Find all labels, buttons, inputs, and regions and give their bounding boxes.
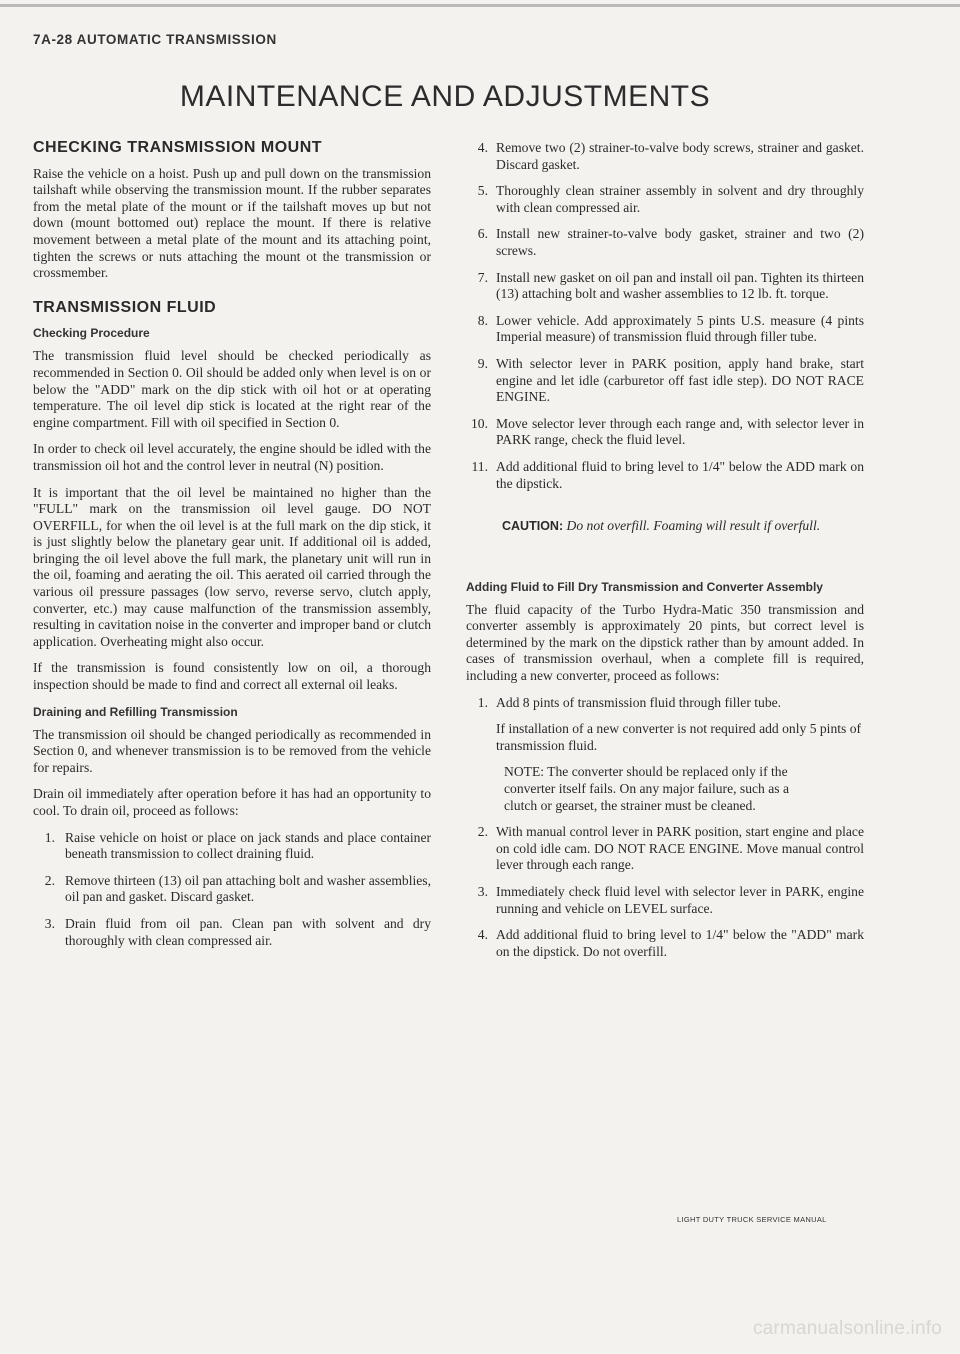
fluid-paragraph-1: The transmission fluid level should be checked periodically as recommended in Section 0. Oil should be added only when level is on or below the "ADD" mark on the dip stick with oil hot or at operating temperature. The oil level dip stick is located at the right rear of the engine compartment. Fill with oil specified in Section 0. (33, 348, 431, 430)
step-number: 11. (471, 458, 488, 474)
step-number: 1. (44, 829, 55, 845)
dry-fill-step-1 (466, 695, 864, 712)
step-number: 2. (44, 872, 55, 888)
fluid-heading: TRANSMISSION FLUID (33, 298, 217, 316)
list-item (466, 884, 864, 917)
checking-procedure-heading: Checking Procedure (33, 326, 150, 341)
watermark-text: carmanualsonline.info (752, 1318, 942, 1339)
dry-fill-steps-list (466, 824, 864, 960)
list-item (466, 226, 864, 259)
drain-paragraph-2: Drain oil immediately after operation before it has had an opportunity to cool. To drain oil, proceed as follows: (33, 786, 431, 818)
step-text: Install new gasket on oil pan and install oil pan. Tighten its thirteen (13) attaching bolt and washer assemblies to 12 lb. ft. torque. (496, 269, 864, 302)
step-text: Add additional fluid to bring level to 1/4" below the ADD mark on the dipstick. (496, 458, 864, 491)
fluid-paragraph-2: In order to check oil level accurately, the engine should be idled with the transmission oil hot and the control lever in neutral (N) position. (33, 441, 431, 473)
step-text: With manual control lever in PARK position, start engine and place on cold idle cam. DO NOT RACE ENGINE. Move manual control lever through each range. (496, 824, 864, 873)
step-text: Remove thirteen (13) oil pan attaching bolt and washer assemblies, oil pan and gasket. Discard gasket. (65, 872, 431, 905)
refill-steps-list (466, 140, 864, 492)
list-item (466, 927, 864, 960)
step-number: 4. (477, 140, 488, 155)
list-item (466, 183, 864, 216)
caution-note (502, 518, 864, 535)
step-number: 7. (477, 269, 488, 285)
step-text: Move selector lever through each range and, with selector lever in PARK range, check the fluid level. (496, 415, 864, 448)
list-item (466, 356, 864, 406)
left-column (33, 140, 431, 959)
list-item (466, 140, 864, 173)
fluid-paragraph-3: It is important that the oil level be maintained no higher than the "FULL" mark on the transmission oil level gauge. DO NOT OVERFILL, for when the oil level is at the full mark on the dip stick, it is just slightly below the planetary gear unit. If additional oil is added, bringing the oil level above the full mark, the planetary unit will run in the oil, foaming and aerating the oil. This aerated oil carried through the various oil pressure passages (low servo, reverse servo, clutch apply, converter, etc.) may cause malfunction of the transmission assembly, resulting in cavitation noise in the converter and improper band or clutch application. Overheating might also occur. (33, 484, 431, 649)
step-number: 9. (477, 355, 488, 371)
list-item (466, 416, 864, 449)
mount-paragraph: Raise the vehicle on a hoist. Push up and pull down on the transmission tailshaft while observing the transmission mount. If the rubber separates from the metal plate of the mount or if the tailshaft moves up but not down (mount bottomed out) replace the mount. If there is relative movement between a metal plate of the mount and its attaching point, tighten the screws or nuts attaching the mount ot the transmission or crossmember. (33, 165, 431, 281)
list-item (466, 695, 864, 712)
caution-text: Do not overfill. Foaming will result if overfull. (566, 518, 821, 534)
dry-fill-paragraph: The fluid capacity of the Turbo Hydra-Matic 350 transmission and converter assembly is approximately 20 pints, but correct level is determined by the mark on the dipstick rather than by amount added. In cases of transmission overhaul, when a complete fill is required, including a new converter, proceed as follows: (466, 601, 864, 684)
step-text: With selector lever in PARK position, apply hand brake, start engine and let idle (carburetor off fast idle step). DO NOT RACE ENGINE. (496, 355, 864, 405)
step-text: Thoroughly clean strainer assembly in solvent and dry throughly with clean compressed air. (496, 183, 864, 215)
drain-steps-list (33, 830, 431, 950)
step-number: 1. (477, 694, 488, 710)
page-footer: LIGHT DUTY TRUCK SERVICE MANUAL (677, 1215, 827, 1224)
dry-fill-heading: Adding Fluid to Fill Dry Transmission and Converter Assembly (466, 579, 823, 594)
step-number: 8. (477, 312, 488, 328)
step-number: 3. (44, 915, 55, 931)
step-number: 3. (477, 884, 488, 899)
list-item (466, 824, 864, 874)
page-title: MAINTENANCE AND ADJUSTMENTS (179, 80, 711, 113)
list-item (466, 313, 864, 346)
mount-heading: CHECKING TRANSMISSION MOUNT (33, 139, 323, 156)
step-text: Lower vehicle. Add approximately 5 pints U.S. measure (4 pints Imperial measure) of transmission fluid through filler tube. (496, 312, 864, 345)
note-block: NOTE: The converter should be replaced only if the converter itself fails. On any major failure, such as a clutch or gearset, the strainer must be cleaned. (504, 764, 789, 813)
caution-label: CAUTION: (502, 519, 564, 534)
converter-note-text: If installation of a new converter is not required add only 5 pints of transmission fluid. (496, 721, 862, 753)
drain-paragraph-1: The transmission oil should be changed periodically as recommended in Section 0, and whenever transmission is to be removed from the vehicle for repairs. (33, 726, 431, 775)
step-text: Remove two (2) strainer-to-valve body screws, strainer and gasket. Discard gasket. (496, 140, 864, 172)
draining-heading: Draining and Refilling Transmission (33, 704, 238, 719)
step-number: 2. (477, 824, 488, 840)
step-text: Immediately check fluid level with selector lever in PARK, engine running and vehicle on LEVEL surface. (496, 884, 864, 916)
step-text: Add additional fluid to bring level to 1/4" below the "ADD" mark on the dipstick. Do not overfill. (496, 927, 864, 959)
top-border-line (0, 4, 960, 7)
page-header: 7A-28 AUTOMATIC TRANSMISSION (33, 32, 277, 47)
list-item (33, 873, 431, 906)
step-text: Drain fluid from oil pan. Clean pan with solvent and dry thoroughly with clean compressed air. (65, 915, 431, 948)
right-column (466, 140, 864, 970)
list-item (466, 270, 864, 303)
step-text: Add 8 pints of transmission fluid through filler tube. (496, 694, 782, 710)
step-text: Raise vehicle on hoist or place on jack stands and place container beneath transmission to collect draining fluid. (65, 829, 431, 862)
list-item (33, 916, 431, 949)
step-text: Install new strainer-to-valve body gasket, strainer and two (2) screws. (496, 226, 864, 258)
step-number: 4. (477, 927, 488, 943)
list-item (33, 830, 431, 863)
step-number: 5. (477, 183, 488, 199)
list-item (466, 459, 864, 492)
fluid-paragraph-4: If the transmission is found consistently low on oil, a thorough inspection should be made to find and correct all external oil leaks. (33, 660, 431, 693)
step-number: 6. (477, 226, 488, 242)
step-number: 10. (471, 415, 488, 431)
